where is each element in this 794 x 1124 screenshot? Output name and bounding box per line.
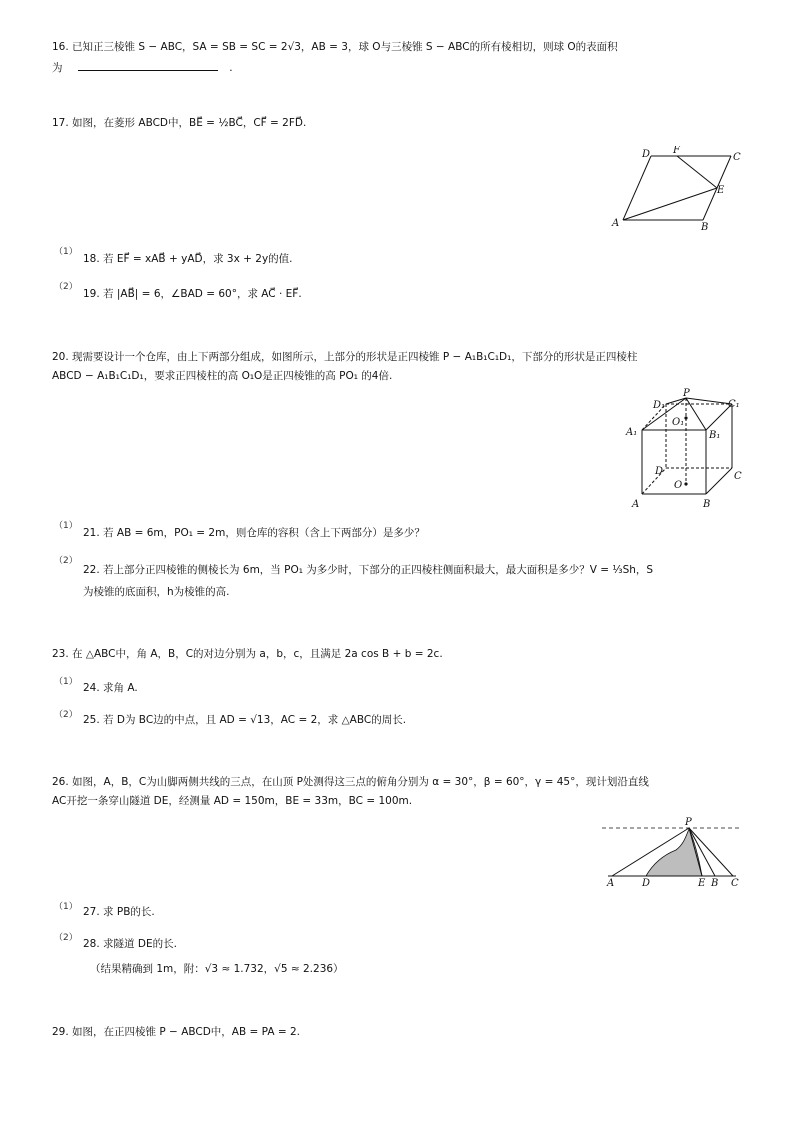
label-c: C [731,878,739,889]
label-b: B [703,499,711,510]
label-e: E [717,185,725,196]
problem-22 [83,563,653,577]
label-d1: D₁ [653,400,666,411]
part-label: （1） [54,521,78,531]
problem-text: 如图，在菱形 ABCD中，BE⃗ = ½BC⃗，CF⃗ = 2FD⃗. [72,117,307,129]
problem-16-line2 [52,60,233,75]
problem-19 [83,287,302,301]
problem-number: 26. [52,776,69,788]
problem-number: 28. [83,938,100,950]
problem-26 [52,775,649,789]
problem-number: 18. [83,253,100,265]
label-p: P [683,388,690,399]
label-a: A [607,878,615,889]
label-b: B [711,878,719,889]
problem-number: 17. [52,117,69,129]
answer-blank[interactable] [78,60,218,71]
problem-number: 22. [83,564,100,576]
problem-number: 27. [83,906,100,918]
label-d: D [642,149,651,160]
rhombus-figure [605,146,755,232]
problem-28 [83,937,177,951]
part-label: （1） [54,902,78,912]
problem-note: （结果精确到 1m，附：√3 ≈ 1.732，√5 ≈ 2.236） [90,963,344,975]
part-label: （2） [54,710,78,720]
problem-number: 16. [52,41,69,53]
part-label: （2） [54,282,78,292]
problem-text: 如图，A，B，C为山脚两侧共线的三点，在山顶 P处测得这三点的俯角分别为 α = 30°，β = 60°，γ = 45°，现计划沿直线 [72,776,649,788]
problem-number: 19. [83,288,100,300]
problem-29 [52,1025,300,1039]
problem-text: 若 |AB⃗| = 6，∠BAD = 60°，求 AC⃗ · EF⃗. [103,288,302,300]
problem-text: 若 EF⃗ = xAB⃗ + yAD⃗，求 3x + 2y的值. [103,253,293,265]
problem-text: AC开挖一条穿山隧道 DE，经测量 AD = 150m，BE = 33m，BC = 100m. [52,795,413,807]
label-c: C [734,471,742,482]
problem-26-line2 [52,794,412,808]
problem-17 [52,116,306,130]
problem-number: 24. [83,682,100,694]
label-d: D [642,878,651,889]
problem-text: 已知正三棱锥 S − ABC，SA = SB = SC = 2√3，AB = 3，球 O与三棱锥 S − ABC的所有棱相切，则球 O的表面积 [72,41,618,53]
part-label: （2） [54,933,78,943]
problem-23 [52,647,443,661]
label-b: B [701,222,709,232]
problem-text: 若上部分正四棱锥的侧棱长为 6m，当 PO₁ 为多少时，下部分的正四棱柱侧面积最大，最大面积是多少？V = ⅓Sh，S [103,564,654,576]
label-o: O [674,480,683,491]
problem-20 [52,350,637,364]
problem-text: 在 △ABC中，角 A，B，C的对边分别为 a，b，c，且满足 2a cos B + b = 2c. [72,648,443,660]
problem-28-note [90,962,344,976]
problem-18 [83,252,293,266]
problem-22-line2 [83,585,230,599]
edge-pc1 [686,398,732,404]
point-o [684,482,687,485]
label-p: P [685,817,692,828]
problem-text: ABCD − A₁B₁C₁D₁，要求正四棱柱的高 O₁O是正四棱锥的高 PO₁ 的4倍. [52,370,393,382]
part-label: （1） [54,247,78,257]
problem-number: 20. [52,351,69,363]
problem-text: 若 AB = 6m，PO₁ = 2m，则仓库的容积（含上下两部分）是多少？ [103,527,425,539]
edge-da [623,156,651,220]
label-a1: A₁ [626,427,638,438]
problem-text: 求隧道 DE的长. [103,938,177,950]
problem-text: . [229,62,233,74]
problem-text: 为棱锥的底面积，h为棱锥的高. [83,586,230,598]
label-o1: O₁ [672,417,685,428]
problem-number: 23. [52,648,69,660]
label-e: E [698,878,706,889]
problem-24 [83,681,138,695]
problem-text: 现需要设计一个仓库，由上下两部分组成，如图所示，上部分的形状是正四棱锥 P − A₁B₁C₁D₁，下部分的形状是正四棱柱 [72,351,638,363]
point-o1 [684,416,687,419]
problem-16 [52,40,618,54]
edge-pb1 [686,398,706,430]
part-label: （2） [54,556,78,566]
problem-text: 求 PB的长. [103,906,155,918]
label-f: F [673,146,680,156]
label-c1: C₁ [728,399,740,410]
segment-fe [677,156,717,188]
label-a: A [612,218,620,229]
problem-20-line2 [52,369,392,383]
label-c: C [733,152,741,163]
label-b1: B₁ [709,430,721,441]
problem-number: 29. [52,1026,69,1038]
edge-bc [706,468,732,494]
problem-21 [83,526,425,540]
problem-25 [83,713,406,727]
problem-27 [83,905,155,919]
problem-number: 21. [83,527,100,539]
problem-text: 为 [52,62,63,74]
warehouse-figure [622,388,752,512]
problem-text: 求角 A. [103,682,138,694]
mountain-figure [598,814,746,890]
problem-number: 25. [83,714,100,726]
label-a: A [632,499,640,510]
problem-text: 若 D为 BC边的中点，且 AD = √13，AC = 2，求 △ABC的周长. [103,714,407,726]
label-d: D [655,466,664,477]
problem-text: 如图，在正四棱锥 P − ABCD中，AB = PA = 2. [72,1026,301,1038]
segment-ae [623,188,717,220]
part-label: （1） [54,677,78,687]
